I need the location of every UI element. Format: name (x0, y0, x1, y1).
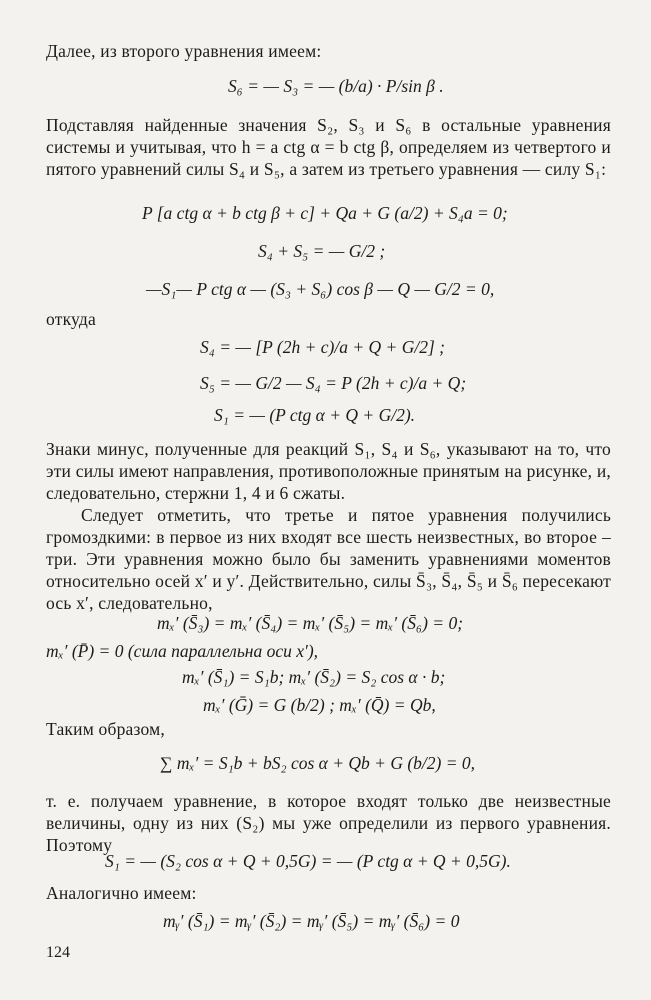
page-number: 124 (46, 944, 70, 961)
equation: ∑ mₓ′ = S₁b + bS₂ cos α + Qb + G (b/2) = 0, (160, 753, 476, 773)
equation: —S₁— P ctg α — (S₃ + S₆) cos β — Q — G/2 = 0, (146, 279, 495, 299)
equation: mₓ′ (P̄) = 0 (сила параллельна оси x′), (46, 641, 319, 661)
equation: S₅ = — G/2 — S₄ = P (2h + c)/a + Q; (200, 373, 467, 393)
paragraph: Таким образом, (46, 719, 165, 739)
equation: S₄ = — [P (2h + c)/a + Q + G/2] ; (200, 337, 445, 357)
equation: mₓ′ (S̄₁) = S₁b; mₓ′ (S̄₂) = S₂ cos α · b; (182, 667, 446, 687)
paragraph: Подставляя найденные значения S₂, S₃ и S₆ в остальные уравнения системы и учитывая, что h = a ctg α = b ctg β, определяем из четвертого и пятого уравнений силы S₄ и S₅, а затем из третьего уравнения — силу S₁: (46, 115, 611, 179)
paragraph: Следует отметить, что третье и пятое уравнения получились громоздкими: в первое из них входят все шесть неизвестных, во второе – три. Эти уравнения можно было бы заменить уравнениями моментов относительно осей x′ и y′. Действительно, силы S̄₃, S̄₄, S̄₅ и S̄₆ пересекают ось x′, следовательно, (46, 505, 611, 613)
paragraph: Знаки минус, полученные для реакций S₁, S₄ и S₆, указывают на то, что эти силы имеют направления, противоположные принятым на рисунке, и, следовательно, стержни 1, 4 и 6 сжаты. (46, 439, 611, 503)
paragraph: т. е. получаем уравнение, в которое входят только две неизвестные величины, одну из них (S₂) мы уже определили из первого уравнения. Поэтому (46, 791, 611, 855)
paragraph: Аналогично имеем: (46, 883, 197, 903)
paragraph: откуда (46, 309, 96, 329)
equation: S₁ = — (S₂ cos α + Q + 0,5G) = — (P ctg α + Q + 0,5G). (105, 851, 511, 871)
equation: S₆ = — S₃ = — (b/a) · P/sin β . (228, 76, 444, 96)
equation: mᵧ′ (S̄₁) = mᵧ′ (S̄₂) = mᵧ′ (S̄₅) = mᵧ′ (S̄₆) = 0 (163, 911, 460, 931)
equation: mₓ′ (Ḡ) = G (b/2) ; mₓ′ (Q̄) = Qb, (203, 695, 436, 715)
equation: P [a ctg α + b ctg β + c] + Qa + G (a/2) + S₄a = 0; (142, 203, 508, 223)
equation: mₓ′ (S̄₃) = mₓ′ (S̄₄) = mₓ′ (S̄₅) = mₓ′ (S̄₆) = 0; (157, 613, 464, 633)
equation: S₁ = — (P ctg α + Q + G/2). (214, 405, 416, 425)
equation: S₄ + S₅ = — G/2 ; (258, 241, 386, 261)
paragraph: Далее, из второго уравнения имеем: (46, 41, 322, 61)
